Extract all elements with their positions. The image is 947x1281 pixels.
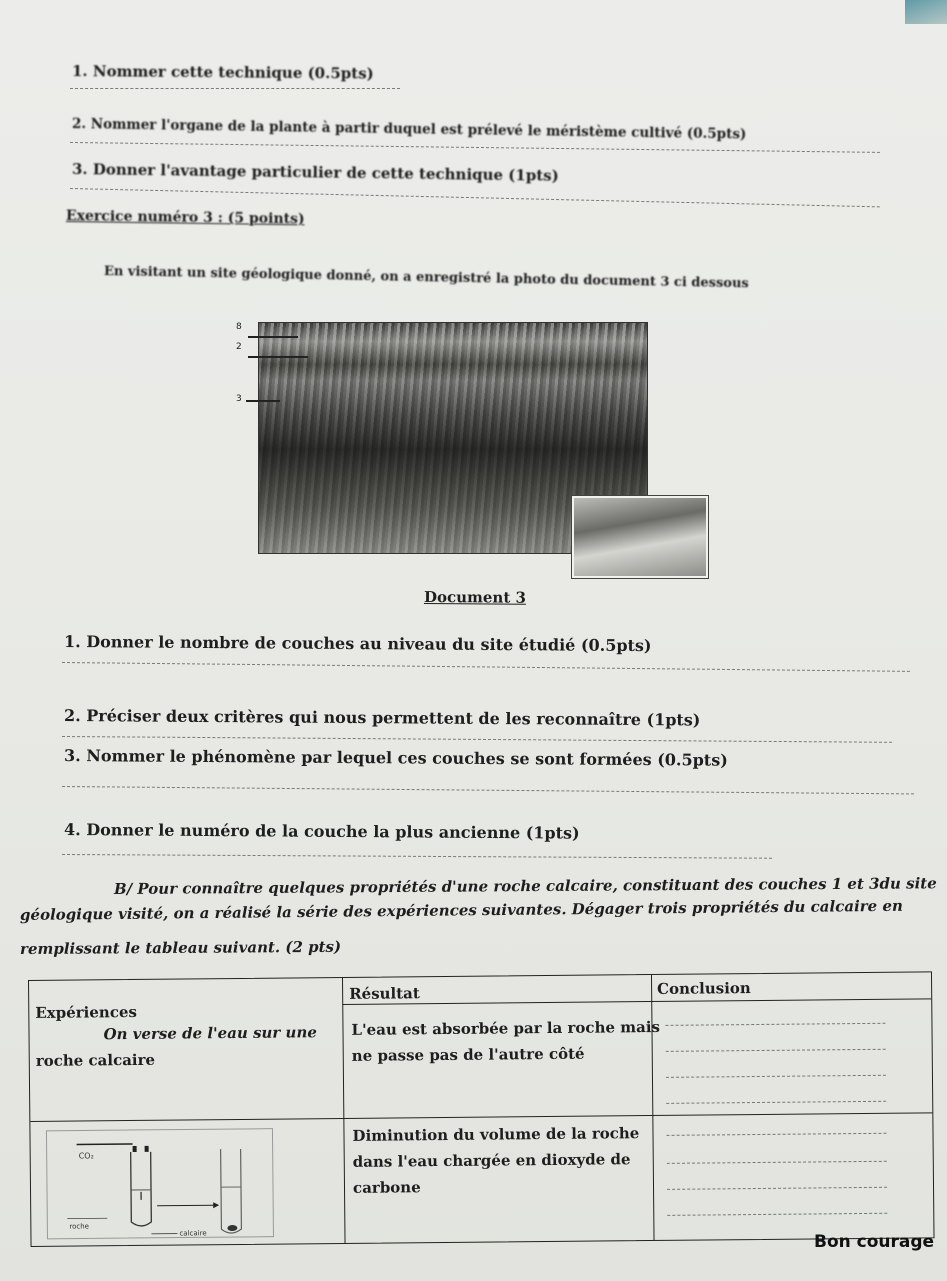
conclusion-line [666,1075,886,1078]
layer-marker [248,356,308,358]
layer-number: 3 [236,394,242,404]
experience-1-line-1: On verse de l'eau sur une [103,1023,317,1044]
header-conclusion: Conclusion [657,979,751,998]
layer-number: 2 [236,342,242,352]
result-2-line-1: Diminution du volume de la roche [352,1124,640,1145]
answer-line [70,88,400,89]
conclusion-line [667,1213,887,1216]
top-question-2: 2. Nommer l'organe de la plante à partir duquel est prélevé le méristème cultivé (0.5pts) [71,116,747,143]
result-1-line-1: L'eau est absorbée par la roche mais [351,1017,661,1039]
question-3: 3. Nommer le phénomène par lequel ces couches se sont formées (0.5pts) [63,746,728,770]
calcaire-label: calcaire [179,1229,207,1238]
question-4: 4. Donner le numéro de la couche la plus ancienne (1pts) [63,820,580,843]
experiment-2-diagram [36,1125,277,1243]
experiments-table [28,971,935,1247]
conclusion-line [666,1101,886,1104]
experience-1-line-2: roche calcaire [35,1050,156,1070]
part-b-line-1: B/ Pour connaître quelques propriétés d'une roche calcaire, constituant des couches 1 et 3du site [113,874,937,898]
photo-inset [572,496,708,578]
question-2: 2. Préciser deux critères qui nous permettent de les reconnaître (1pts) [63,706,701,730]
page-corner [905,0,947,24]
result-2-line-3: carbone [352,1178,421,1197]
layer-number: 8 [236,322,242,332]
conclusion-line [667,1161,887,1164]
top-question-1: 1. Nommer cette technique (0.5pts) [71,62,374,83]
conclusion-line [665,1023,885,1026]
part-b-line-3: remplissant le tableau suivant. (2 pts) [19,937,342,958]
footer-bon-courage: Bon courage [814,1232,935,1252]
result-2-line-2: dans l'eau chargée en dioxyde de [352,1150,631,1171]
roche-label: roche [69,1222,90,1231]
question-1: 1. Donner le nombre de couches au niveau du site étudié (0.5pts) [63,632,652,656]
gas-label: CO₂ [78,1151,94,1161]
conclusion-line [667,1187,887,1190]
top-question-3: 3. Donner l'avantage particulier de cette technique (1pts) [71,160,559,185]
layer-marker [248,336,298,338]
document-caption: Document 3 [423,588,527,607]
exercise-intro: En visitant un site géologique donné, on a enregistré la photo du document 3 ci dessous [103,264,749,292]
conclusion-line [666,1049,886,1052]
header-resultat: Résultat [349,984,420,1003]
part-b-line-2: géologique visité, on a réalisé la série des expériences suivantes. Dégager trois propriétés du calcaire en [19,896,903,924]
conclusion-line [667,1133,887,1136]
header-experiences: Expériences [35,1002,137,1022]
layer-marker [246,400,280,402]
exercise-title: Exercice numéro 3 : (5 points) [65,208,305,228]
result-1-line-2: ne passe pas de l'autre côté [351,1044,585,1065]
